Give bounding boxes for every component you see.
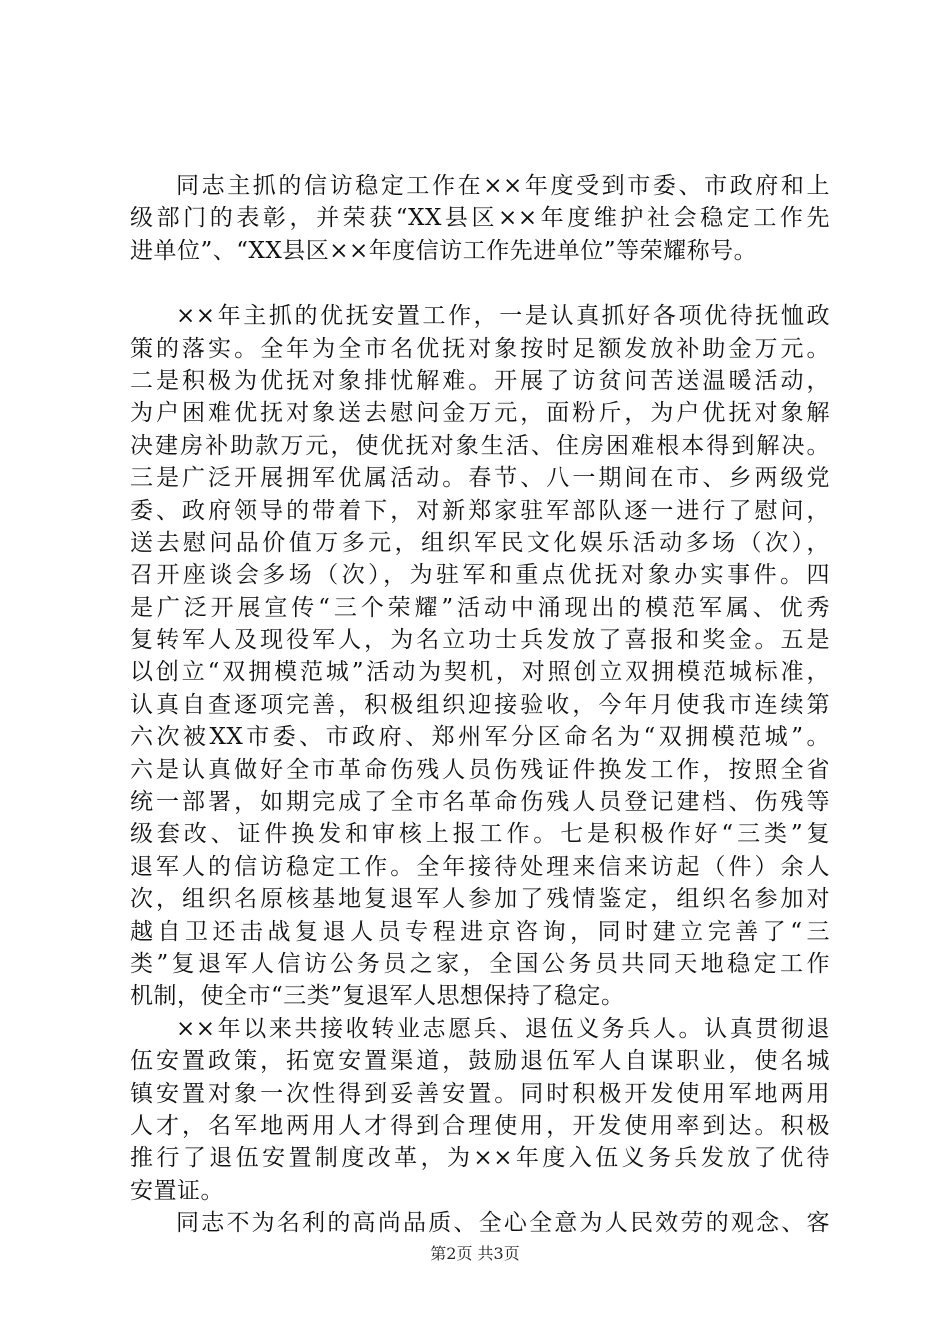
text-line: ××年主抓的优抚安置工作，一是认真抓好各项优待抚恤政 bbox=[176, 303, 830, 330]
text-line: 越自卫还击战复退人员专程进京咨询，同时建立完善了“三 bbox=[130, 918, 830, 945]
text-line: 认真自查逐项完善，积极组织迎接验收，今年月使我市连续第 bbox=[130, 691, 830, 718]
text-line: 安置证。 bbox=[130, 1177, 224, 1204]
text-line: 以创立“双拥模范城”活动为契机，对照创立双拥模范城标准， bbox=[130, 659, 830, 686]
text-line: 次，组织名原核基地复退军人参加了残情鉴定，组织名参加对 bbox=[130, 886, 830, 913]
text-line: 同志不为名利的高尚品质、全心全意为人民效劳的观念、客 bbox=[176, 1210, 830, 1237]
text-line: 六次被XX市委、市政府、郑州军分区命名为“双拥模范城”。 bbox=[130, 724, 830, 751]
text-line: 推行了退伍安置制度改革，为××年度入伍义务兵发放了优待 bbox=[130, 1145, 830, 1172]
text-line: 为户困难优抚对象送去慰问金万元，面粉斤，为户优抚对象解 bbox=[130, 400, 830, 427]
text-line: 级套改、证件换发和审核上报工作。七是积极作好“三类”复 bbox=[130, 821, 830, 848]
text-line: 三是广泛开展拥军优属活动。春节、八一期间在市、乡两级党 bbox=[130, 465, 830, 492]
text-line: 决建房补助款万元，使优抚对象生活、住房困难根本得到解决。 bbox=[130, 432, 830, 459]
page-footer bbox=[0, 1244, 950, 1264]
text-line: 复转军人及现役军人，为名立功士兵发放了喜报和奖金。五是 bbox=[130, 627, 830, 654]
text-line: 镇安置对象一次性得到妥善安置。同时积极开发使用军地两用 bbox=[130, 1080, 830, 1107]
text-line: 级部门的表彰，并荣获“XX县区××年度维护社会稳定工作先 bbox=[130, 205, 830, 232]
text-line: 同志主抓的信访稳定工作在××年度受到市委、市政府和上 bbox=[176, 173, 830, 199]
text-line: 送去慰问品价值万多元，组织军民文化娱乐活动多场（次）， bbox=[130, 529, 830, 556]
text-line: 进单位”、“XX县区××年度信访工作先进单位”等荣耀称号。 bbox=[130, 237, 758, 264]
paragraph-gap bbox=[130, 267, 830, 300]
text-line: 召开座谈会多场（次），为驻军和重点优抚对象办实事件。四 bbox=[130, 562, 830, 589]
text-line: 是广泛开展宣传“三个荣耀”活动中涌现出的模范军属、优秀 bbox=[130, 594, 830, 621]
text-line: 策的落实。全年为全市名优抚对象按时足额发放补助金万元。 bbox=[130, 335, 830, 362]
paragraph-4 bbox=[130, 1207, 830, 1239]
paragraph-1 bbox=[130, 170, 830, 267]
text-line: 二是积极为优抚对象排忧解难。开展了访贫问苦送温暖活动， bbox=[130, 367, 830, 394]
text-line: 类”复退军人信访公务员之家，全国公务员共同天地稳定工作 bbox=[130, 950, 830, 977]
paragraph-3 bbox=[130, 1013, 830, 1207]
text-line: 统一部署，如期完成了全市名革命伤残人员登记建档、伤残等 bbox=[130, 789, 830, 816]
text-line: 机制，使全市“三类”复退军人思想保持了稳定。 bbox=[130, 983, 625, 1010]
text-line: ××年以来共接收转业志愿兵、退伍义务兵人。认真贯彻退 bbox=[176, 1015, 830, 1042]
page-number: 第2页 共3页 bbox=[430, 1244, 520, 1263]
text-line: 退军人的信访稳定工作。全年接待处理来信来访起（件）余人 bbox=[130, 853, 830, 880]
document-body bbox=[130, 170, 830, 1240]
text-line: 委、政府领导的带着下，对新郑家驻军部队逐一进行了慰问， bbox=[130, 497, 830, 524]
text-line: 六是认真做好全市革命伤残人员伤残证件换发工作，按照全省 bbox=[130, 756, 830, 783]
paragraph-2 bbox=[130, 300, 830, 1013]
text-line: 伍安置政策，拓宽安置渠道，鼓励退伍军人自谋职业，使名城 bbox=[130, 1048, 830, 1075]
text-line: 人才，名军地两用人才得到合理使用，开发使用率到达。积极 bbox=[130, 1112, 830, 1139]
